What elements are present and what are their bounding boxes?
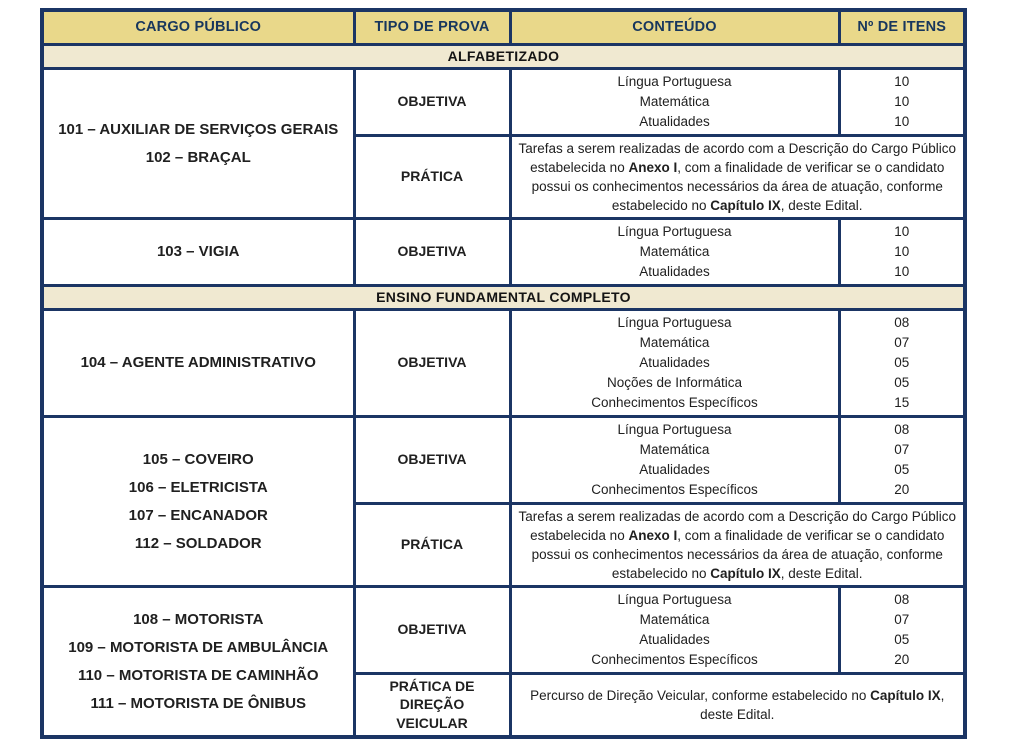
- tipo-prova-objetiva: OBJETIVA: [354, 68, 510, 135]
- itens-cell: [839, 586, 965, 673]
- cargo-cell-104: [42, 309, 354, 416]
- cargo-item: 103 – VIGIA: [156, 243, 240, 260]
- cargo-cell-101-102: [42, 68, 354, 218]
- pratica-text-segment: Tarefas a serem realizadas de acordo com a Descrição do Cargo Público estabelecida no: [518, 508, 956, 543]
- pratica-text-bold: Anexo I: [628, 159, 678, 175]
- subject-line: Matemática: [639, 441, 710, 457]
- percurso-description-cell: [510, 673, 965, 737]
- itens-line: 05: [894, 631, 910, 647]
- percurso-text-bold: Capítulo IX: [870, 687, 941, 703]
- subject-line: Matemática: [639, 93, 710, 109]
- itens-line: 10: [894, 93, 910, 109]
- conteudo-cell: [510, 416, 839, 503]
- itens-line: 10: [894, 243, 910, 259]
- percurso-text-segment: , deste Edital.: [700, 687, 945, 722]
- table-header-row: [42, 10, 965, 44]
- table-row: [42, 44, 965, 68]
- itens-line: 10: [894, 73, 910, 89]
- cargo-item: 106 – ELETRICISTA: [128, 478, 268, 496]
- itens-line: 05: [894, 374, 910, 390]
- cargo-item: 104 – AGENTE ADMINISTRATIVO: [80, 354, 316, 371]
- column-header-numero-de-itens: Nº DE ITENS: [839, 10, 965, 44]
- tipo-prova-pratica: PRÁTICA: [354, 135, 510, 218]
- section-header-ensino-fundamental: ENSINO FUNDAMENTAL COMPLETO: [42, 285, 965, 309]
- itens-line: 05: [894, 461, 910, 477]
- cargo-item: 101 – AUXILIAR DE SERVIÇOS GERAIS: [58, 120, 339, 138]
- conteudo-cell: [510, 68, 839, 135]
- itens-line: 08: [894, 314, 910, 330]
- itens-cell: [839, 309, 965, 416]
- itens-line: 08: [894, 421, 910, 437]
- itens-line: 10: [894, 113, 910, 129]
- pratica-text-segment: , deste Edital.: [780, 565, 863, 581]
- cargo-item: 110 – MOTORISTA DE CAMINHÃO: [77, 666, 319, 684]
- table-row: [42, 285, 965, 309]
- table-row: [42, 309, 965, 416]
- subject-line: Matemática: [639, 334, 710, 350]
- cargo-item: 102 – BRAÇAL: [145, 148, 251, 166]
- itens-cell: [839, 218, 965, 285]
- table-row: [42, 416, 965, 503]
- subject-line: Língua Portuguesa: [617, 421, 732, 437]
- itens-line: 07: [894, 611, 910, 627]
- itens-line: 15: [894, 394, 910, 410]
- table-row: [42, 586, 965, 673]
- itens-cell: [839, 68, 965, 135]
- itens-line: 20: [894, 651, 910, 667]
- subject-line: Matemática: [639, 243, 710, 259]
- pratica-description-cell: [510, 135, 965, 218]
- itens-line: 07: [894, 441, 910, 457]
- subject-line: Atualidades: [639, 631, 710, 647]
- tipo-prova-objetiva: OBJETIVA: [354, 586, 510, 673]
- table-row: [42, 68, 965, 135]
- subject-line: Língua Portuguesa: [617, 223, 732, 239]
- subject-line: Língua Portuguesa: [617, 591, 732, 607]
- tipo-prova-pratica-direcao-veicular: PRÁTICA DE DIREÇÃO VEICULAR: [354, 673, 510, 737]
- subject-line: Atualidades: [639, 354, 710, 370]
- cargo-item: 109 – MOTORISTA DE AMBULÂNCIA: [68, 638, 329, 656]
- subject-line: Matemática: [639, 611, 710, 627]
- tipo-prova-objetiva: OBJETIVA: [354, 218, 510, 285]
- pratica-text-segment: Tarefas a serem realizadas de acordo com a Descrição do Cargo Público estabelecida no: [518, 140, 956, 175]
- pratica-description-cell: [510, 503, 965, 586]
- subject-line: Conhecimentos Específicos: [591, 481, 758, 497]
- column-header-tipo-de-prova: TIPO DE PROVA: [354, 10, 510, 44]
- pratica-text-bold: Capítulo IX: [710, 565, 781, 581]
- column-header-cargo-publico: CARGO PÚBLICO: [42, 10, 354, 44]
- exam-content-table: [40, 8, 967, 739]
- itens-line: 05: [894, 354, 910, 370]
- cargo-cell-103: [42, 218, 354, 285]
- cargo-cell-108-111: [42, 586, 354, 737]
- conteudo-cell: [510, 309, 839, 416]
- exam-content-table-document: [40, 8, 963, 739]
- subject-line: Conhecimentos Específicos: [591, 394, 758, 410]
- itens-line: 07: [894, 334, 910, 350]
- pratica-text-bold: Capítulo IX: [710, 197, 781, 213]
- cargo-item: 107 – ENCANADOR: [128, 506, 268, 524]
- subject-line: Atualidades: [639, 263, 710, 279]
- conteudo-cell: [510, 218, 839, 285]
- subject-line: Atualidades: [639, 461, 710, 477]
- subject-line: Atualidades: [639, 113, 710, 129]
- subject-line: Conhecimentos Específicos: [591, 651, 758, 667]
- itens-cell: [839, 416, 965, 503]
- tipo-prova-pratica: PRÁTICA: [354, 503, 510, 586]
- percurso-text-segment: Percurso de Direção Veicular, conforme estabelecido no: [530, 687, 871, 703]
- itens-line: 08: [894, 591, 910, 607]
- cargo-item: 105 – COVEIRO: [142, 450, 254, 468]
- tipo-prova-objetiva: OBJETIVA: [354, 309, 510, 416]
- section-header-alfabetizado: ALFABETIZADO: [42, 44, 965, 68]
- subject-line: Língua Portuguesa: [617, 314, 732, 330]
- cargo-item: 111 – MOTORISTA DE ÔNIBUS: [90, 694, 307, 712]
- cargo-cell-105-112: [42, 416, 354, 586]
- conteudo-cell: [510, 586, 839, 673]
- subject-line: Língua Portuguesa: [617, 73, 732, 89]
- subject-line: Noções de Informática: [606, 374, 743, 390]
- column-header-conteudo: CONTEÚDO: [510, 10, 839, 44]
- itens-line: 20: [894, 481, 910, 497]
- pratica-text-segment: , com a finalidade de verificar se o candidato possui os conhecimentos necessários da área de atuação, conforme estabelecido no: [531, 159, 945, 213]
- pratica-text-bold: Anexo I: [628, 527, 678, 543]
- tipo-prova-objetiva: OBJETIVA: [354, 416, 510, 503]
- cargo-item: 108 – MOTORISTA: [133, 610, 264, 628]
- pratica-text-segment: , com a finalidade de verificar se o candidato possui os conhecimentos necessários da área de atuação, conforme estabelecido no: [531, 527, 945, 581]
- table-row: [42, 218, 965, 285]
- pratica-text-segment: , deste Edital.: [780, 197, 863, 213]
- itens-line: 10: [894, 223, 910, 239]
- cargo-item: 112 – SOLDADOR: [134, 534, 262, 552]
- itens-line: 10: [894, 263, 910, 279]
